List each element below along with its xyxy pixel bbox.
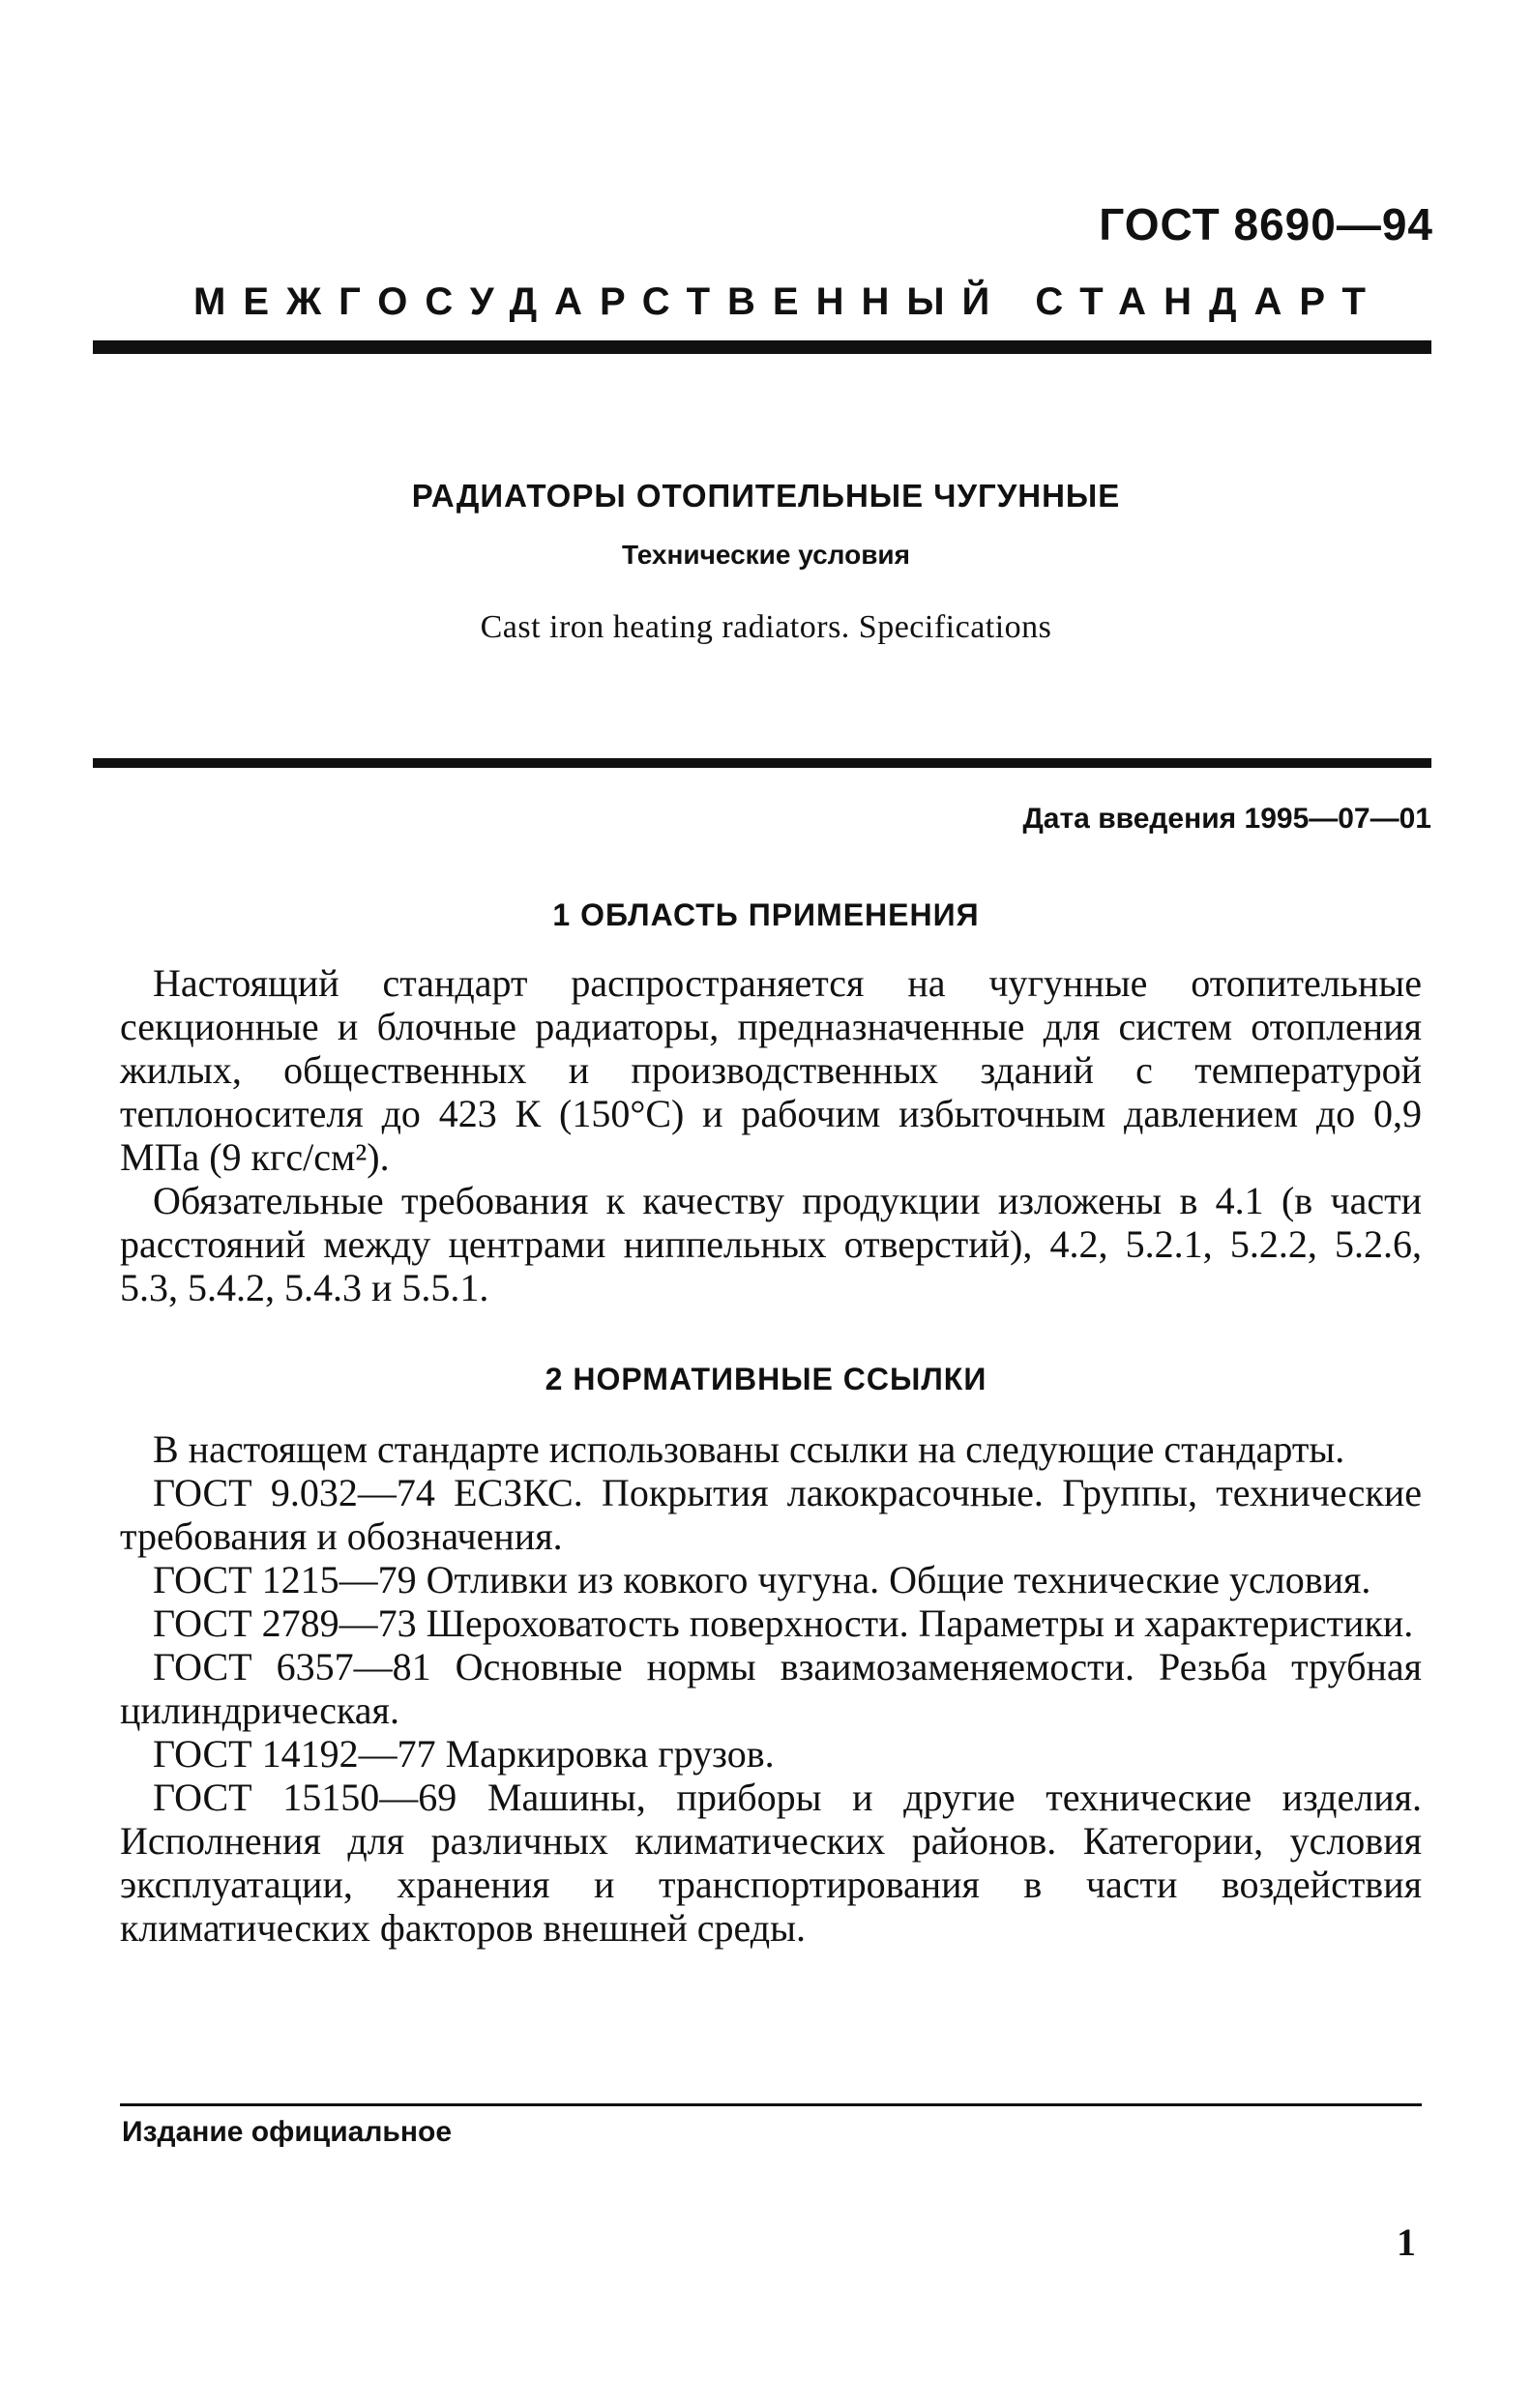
document-title: РАДИАТОРЫ ОТОПИТЕЛЬНЫЕ ЧУГУННЫЕ (411, 478, 1121, 514)
paragraph: Обязательные требования к качеству продукции изложены в 4.1 (в части расстояний между центрами ниппельных отверстий), 4.2, 5.2.1, 5.2.2, 5.2.6, 5.3, 5.4.2, 5.4.3 и 5.5.1. (120, 1179, 1422, 1309)
reference-item: ГОСТ 2789—73 Шероховатость поверхности. Параметры и характеристики. (153, 1601, 1414, 1645)
footer-rule (120, 2103, 1422, 2106)
section-heading-scope: 1 ОБЛАСТЬ ПРИМЕНЕНИЯ (552, 897, 980, 932)
document-english-title: Cast iron heating radiators. Specifications (480, 609, 1052, 645)
standard-type-banner: МЕЖГОСУДАРСТВЕННЫЙ СТАНДАРТ (193, 280, 1383, 323)
page-number: 1 (1397, 2220, 1416, 2264)
edition-note: Издание официальное (122, 2116, 453, 2148)
reference-item: ГОСТ 14192—77 Маркировка грузов. (153, 1732, 775, 1776)
paragraph: В настоящем стандарте использованы ссылки на следующие стандарты. (153, 1427, 1345, 1471)
document-subtitle: Технические условия (622, 540, 910, 570)
reference-item: ГОСТ 9.032—74 ЕСЗКС. Покрытия лакокрасочные. Группы, технические требования и обозначения. (120, 1471, 1422, 1558)
reference-item: ГОСТ 15150—69 Машины, приборы и другие технические изделия. Исполнения для различных климатических районов. Категории, условия эксплуатации, хранения и транспортирования в части воздействия климатических факторов внешней среды. (120, 1776, 1422, 1950)
header-rule (93, 340, 1431, 354)
gost-number: ГОСТ 8690—94 (1099, 199, 1433, 250)
title-rule (93, 758, 1431, 768)
section-body-scope (120, 961, 1422, 1309)
reference-item: ГОСТ 1215—79 Отливки из ковкого чугуна. Общие технические условия. (153, 1558, 1371, 1601)
section-heading-references: 2 НОРМАТИВНЫЕ ССЫЛКИ (545, 1362, 987, 1396)
reference-item: ГОСТ 6357—81 Основные нормы взаимозаменяемости. Резьба трубная цилиндрическая. (120, 1645, 1422, 1732)
section-body-references (120, 1427, 1422, 1950)
paragraph: Настоящий стандарт распространяется на чугунные отопительные секционные и блочные радиаторы, предназначенные для систем отопления жилых, общественных и производственных зданий с температурой теплоносителя до 423 К (150°С) и рабочим избыточным давлением до 0,9 МПа (9 кгс/см²). (120, 961, 1422, 1179)
introduction-date: Дата введения 1995—07—01 (1022, 803, 1431, 835)
